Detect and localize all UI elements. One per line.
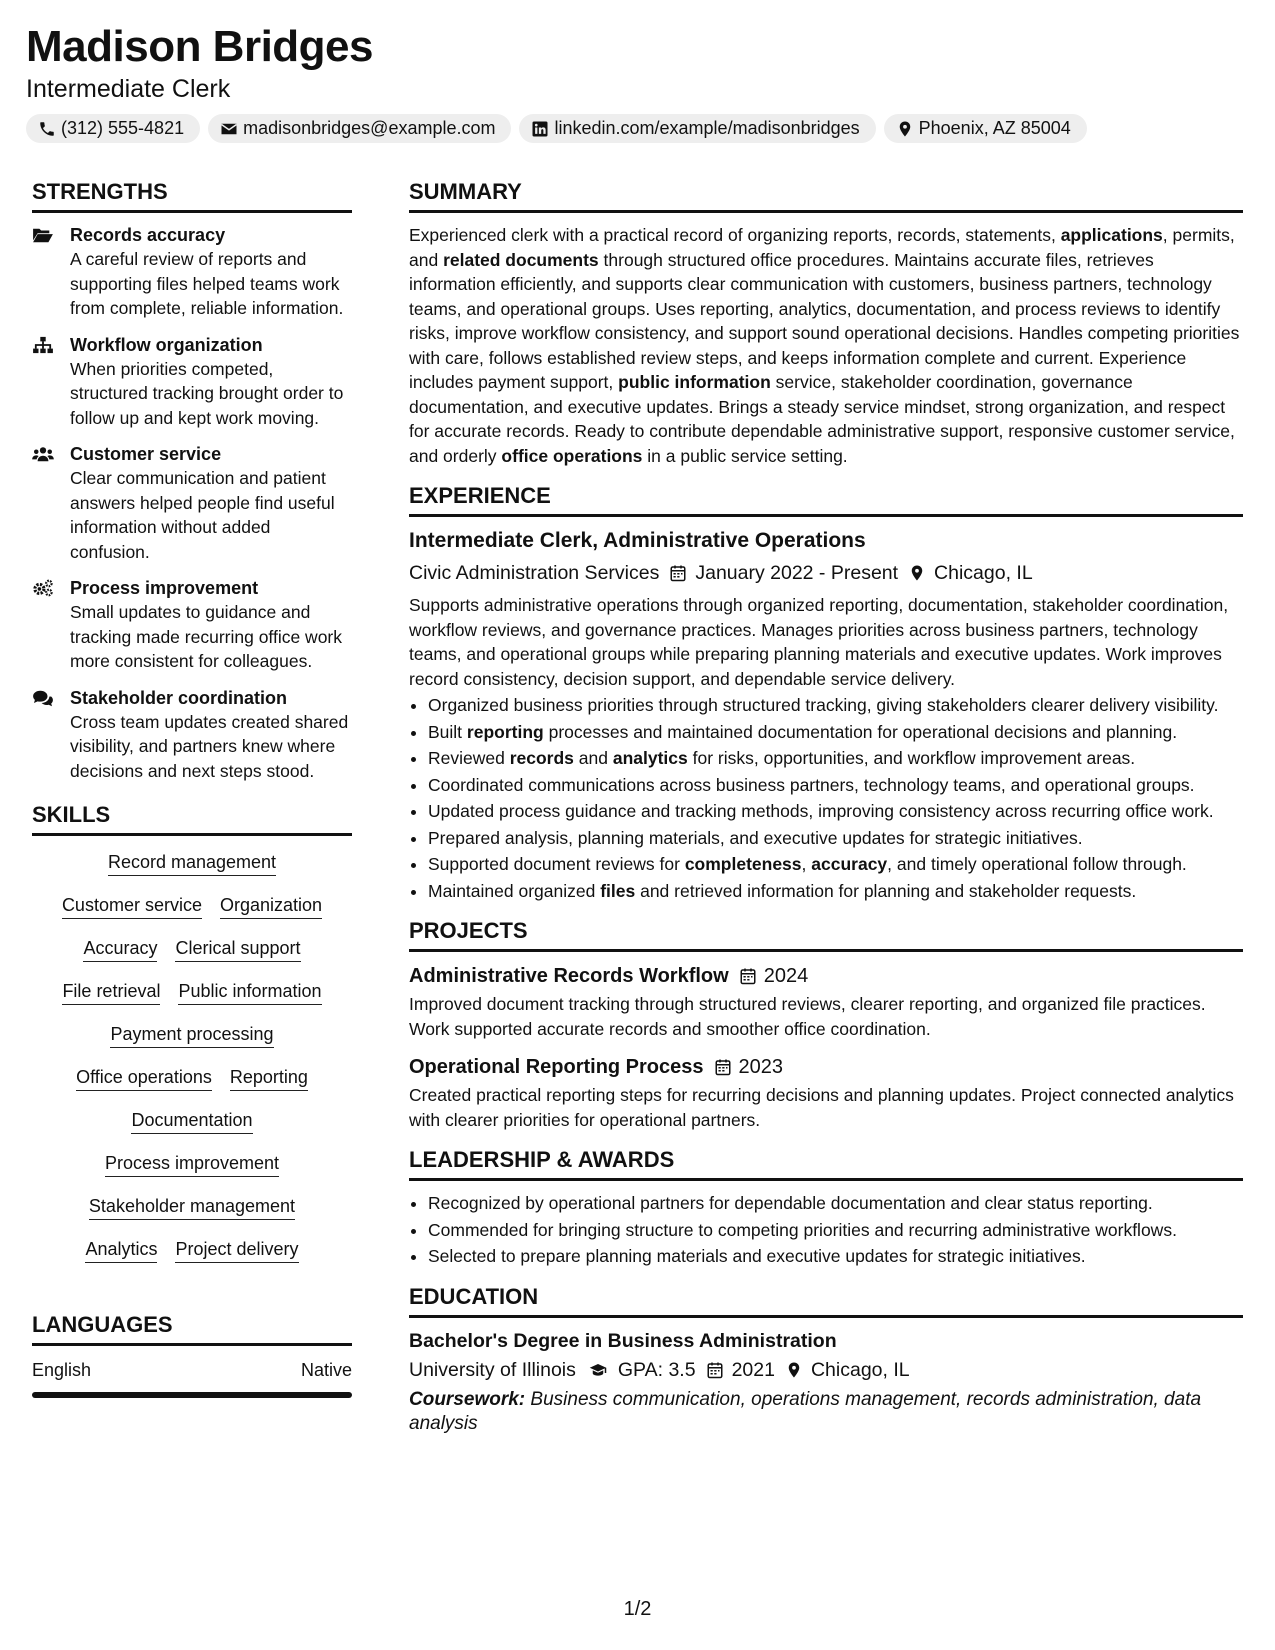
text-run: in a public service setting.: [642, 445, 848, 466]
job-bullet: [428, 799, 1243, 824]
project-description: Improved document tracking through structured reviews, clearer reporting, and organized file practices. Work supported accurate records and smoother office coordination.: [409, 994, 1206, 1039]
job-bullet: [428, 826, 1243, 851]
linkedin-icon: [531, 120, 549, 138]
skill-tag: Stakeholder management: [89, 1194, 295, 1220]
emphasis-text: related documents: [443, 249, 599, 270]
emphasis-text: records: [509, 748, 574, 768]
education-location: Chicago, IL: [810, 1358, 910, 1381]
leadership-heading: LEADERSHIP & AWARDS: [409, 1146, 1243, 1181]
resume-header: [26, 22, 1246, 143]
job-dates: January 2022 - Present: [695, 562, 899, 584]
job-bullet: [428, 693, 1243, 718]
company-name: Civic Administration Services: [409, 562, 660, 584]
project-title: Operational Reporting Process: [409, 1056, 704, 1078]
degree-title: Bachelor's Degree in Business Administration: [409, 1329, 837, 1352]
skills-section: [32, 801, 352, 1263]
job-bullet: [428, 852, 1243, 877]
skill-tag: Documentation: [131, 1108, 252, 1134]
experience-heading: EXPERIENCE: [409, 482, 1243, 517]
skill-tag: Project delivery: [175, 1237, 298, 1263]
envelope-icon: [220, 120, 238, 138]
location-chip: [884, 114, 1087, 143]
skill-tag: Reporting: [230, 1065, 308, 1091]
gears-icon: [32, 579, 54, 597]
text-run: Prepared analysis, planning materials, and executive updates for strategic initiatives.: [428, 827, 1083, 848]
coursework: [409, 1388, 1243, 1436]
project-year: 2024: [763, 965, 809, 987]
projects-heading: PROJECTS: [409, 917, 1243, 952]
emphasis-text: public information: [618, 372, 771, 392]
page-number: 1/2: [623, 1598, 652, 1620]
text-run: Coordinated communications across business partners, technology teams, and operational groups.: [428, 774, 1195, 795]
skill-tag: Clerical support: [175, 936, 300, 962]
strength-title: Stakeholder coordination: [70, 687, 288, 708]
text-run: Organized business priorities through structured tracking, giving stakeholders clearer delivery visibility.: [428, 695, 1219, 715]
language-name: English: [32, 1360, 92, 1380]
project-item: [409, 962, 1243, 1041]
skill-tag: Accuracy: [83, 936, 157, 962]
education-meta: [409, 1356, 1243, 1384]
strength-item: [32, 223, 352, 321]
right-column: [409, 178, 1243, 1436]
languages-section: [32, 1311, 352, 1398]
strength-description: Cross team updates created shared visibility, and partners knew where decisions and next steps stood.: [70, 711, 349, 781]
linkedin-text: linkedin.com/example/madisonbridges: [554, 118, 860, 138]
skill-tag: Process improvement: [105, 1151, 279, 1177]
language-level: Native: [300, 1360, 352, 1380]
phone-chip[interactable]: [26, 114, 200, 143]
project-year: 2023: [738, 1056, 784, 1078]
leadership-list: [409, 1191, 1243, 1269]
job-bullet: [428, 879, 1243, 904]
strength-item: [32, 576, 352, 674]
strength-title: Records accuracy: [70, 225, 226, 245]
skill-tag: Office operations: [76, 1065, 212, 1091]
job-bullet: [428, 746, 1243, 771]
text-run: Built: [428, 721, 467, 742]
text-run: Supported document reviews for: [428, 854, 685, 874]
candidate-name: Madison Bridges: [26, 22, 373, 71]
graduation-year: 2021: [731, 1358, 775, 1381]
strengths-heading: STRENGTHS: [32, 178, 352, 213]
strength-item: [32, 686, 352, 784]
skill-tag: Analytics: [85, 1237, 157, 1263]
users-icon: [32, 445, 54, 463]
job-bullet: [428, 720, 1243, 745]
skill-tag: File retrieval: [62, 979, 160, 1005]
emphasis-text: files: [600, 880, 636, 901]
text-run: through structured office procedures. Maintains accurate files, retrieves information efficiently, and supports clear communication with customers, business partners, technology teams, and operational groups. Uses reporting, analytics, documentation, and process reviews to identify risks, improve workflow consistency, and support sound operational decisions. Handles competing priorities with care, follows established review steps, and keeps information complete and current. Experience includes payment support,: [409, 249, 1240, 392]
location-text: Phoenix, AZ 85004: [918, 118, 1071, 138]
summary-section: [409, 178, 1243, 468]
project-description: Created practical reporting steps for recurring decisions and planning updates. Project connected analytics with clearer priorities for operational partners.: [409, 1085, 1234, 1130]
skills-heading: SKILLS: [32, 801, 352, 836]
skills-list: [32, 846, 352, 1263]
project-item: [409, 1053, 1243, 1132]
language-level-bar: [32, 1392, 352, 1398]
strength-title: Customer service: [70, 444, 222, 464]
skill-tag: Record management: [108, 850, 276, 876]
comments-icon: [32, 689, 54, 707]
experience-section: [409, 482, 1243, 903]
gpa-text: GPA: 3.5: [617, 1358, 696, 1381]
emphasis-text: accuracy: [811, 854, 888, 874]
strength-item: [32, 333, 352, 431]
job-bullets: [409, 693, 1243, 903]
skill-tag: Payment processing: [110, 1022, 273, 1048]
emphasis-text: analytics: [612, 748, 688, 768]
text-run: service, stakeholder coordination, governance documentation, and executive updates. Brings a steady service mindset, strong organization, and respect for accurate records. Ready to contribute dependable administrative support, responsive customer service, and orderly: [409, 372, 1235, 466]
map-pin-icon: [908, 564, 926, 582]
strength-description: When priorities competed, structured tracking brought order to follow up and kept work moving.: [70, 358, 344, 428]
calendar-icon: [714, 1058, 732, 1076]
text-run: Experienced clerk with a practical record of organizing reports, records, statements,: [409, 225, 1061, 245]
language-row: [32, 1358, 352, 1382]
text-run: , and timely operational follow through.: [887, 854, 1187, 874]
strength-item: [32, 442, 352, 564]
summary-heading: SUMMARY: [409, 178, 1243, 213]
text-run: for risks, opportunities, and workflow improvement areas.: [687, 748, 1136, 768]
text-run: ,: [801, 854, 812, 874]
phone-icon: [38, 120, 56, 138]
email-text: madisonbridges@example.com: [243, 118, 496, 138]
job-bullet: [428, 773, 1243, 798]
text-run: Updated process guidance and tracking methods, improving consistency across recurring office work.: [428, 801, 1214, 821]
summary-text: [409, 223, 1243, 468]
text-run: Reviewed: [428, 748, 510, 768]
skill-tag: Customer service: [62, 893, 202, 919]
sitemap-icon: [32, 336, 54, 354]
email-chip[interactable]: [208, 114, 511, 143]
job-title: Intermediate Clerk, Administrative Operations: [409, 529, 866, 552]
projects-section: [409, 917, 1243, 1132]
leadership-item: • Selected to prepare planning materials and executive updates for strategic initiatives.: [428, 1244, 1243, 1269]
emphasis-text: reporting: [466, 721, 544, 742]
languages-heading: LANGUAGES: [32, 1311, 352, 1346]
emphasis-text: completeness: [684, 854, 802, 874]
text-run: and retrieved information for planning and stakeholder requests.: [635, 880, 1137, 901]
text-run: , permits, and: [409, 225, 1235, 270]
strength-description: Small updates to guidance and tracking made recurring office work more consistent for colleagues.: [70, 602, 343, 671]
left-column: [32, 178, 352, 1398]
skill-tag: Public information: [178, 979, 321, 1005]
text-run: and: [573, 748, 613, 768]
project-title: Administrative Records Workflow: [409, 965, 729, 987]
coursework-text: Business communication, operations management, records administration, data analysis: [409, 1388, 1202, 1434]
education-section: [409, 1283, 1243, 1436]
phone-text: (312) 555-4821: [61, 118, 185, 138]
folder-open-icon: [32, 226, 54, 244]
leadership-section: [409, 1146, 1243, 1269]
leadership-item: • Recognized by operational partners for dependable documentation and clear status reporting.: [428, 1191, 1243, 1216]
strengths-section: [32, 178, 352, 783]
graduation-cap-icon: [586, 1361, 610, 1379]
calendar-icon: [706, 1361, 724, 1379]
map-pin-icon: [785, 1361, 803, 1379]
skill-tag: Organization: [220, 893, 322, 919]
strength-description: Clear communication and patient answers helped people find useful information without added confusion.: [70, 468, 335, 562]
emphasis-text: applications: [1060, 225, 1163, 245]
leadership-item: • Commended for bringing structure to competing priorities and recurring administrative workflows.: [428, 1218, 1243, 1243]
job-location: Chicago, IL: [934, 562, 1033, 584]
text-run: Maintained organized: [428, 880, 601, 901]
text-run: processes and maintained documentation for operational decisions and planning.: [543, 721, 1178, 742]
linkedin-chip[interactable]: [519, 114, 875, 143]
coursework-label: Coursework:: [409, 1388, 526, 1410]
contact-bar: [26, 114, 1246, 143]
candidate-title: Intermediate Clerk: [26, 75, 231, 103]
education-heading: EDUCATION: [409, 1283, 1243, 1318]
school-name: University of Illinois: [409, 1358, 576, 1381]
strength-title: Workflow organization: [70, 334, 263, 355]
map-pin-icon: [896, 120, 914, 138]
strength-description: A careful review of reports and supporting files helped teams work from complete, reliable information.: [70, 249, 344, 318]
job-meta: [409, 559, 1243, 587]
strength-title: Process improvement: [70, 578, 259, 598]
job-description: Supports administrative operations through organized reporting, documentation, stakeholder coordination, workflow reviews, and governance practices. Manages priorities across business partners, technology teams, and operational groups while preparing planning materials and executive updates. Work improves record consistency, decision support, and dependable service delivery.: [409, 595, 1229, 689]
calendar-icon: [739, 967, 757, 985]
calendar-icon: [669, 564, 687, 582]
emphasis-text: office operations: [501, 445, 643, 466]
